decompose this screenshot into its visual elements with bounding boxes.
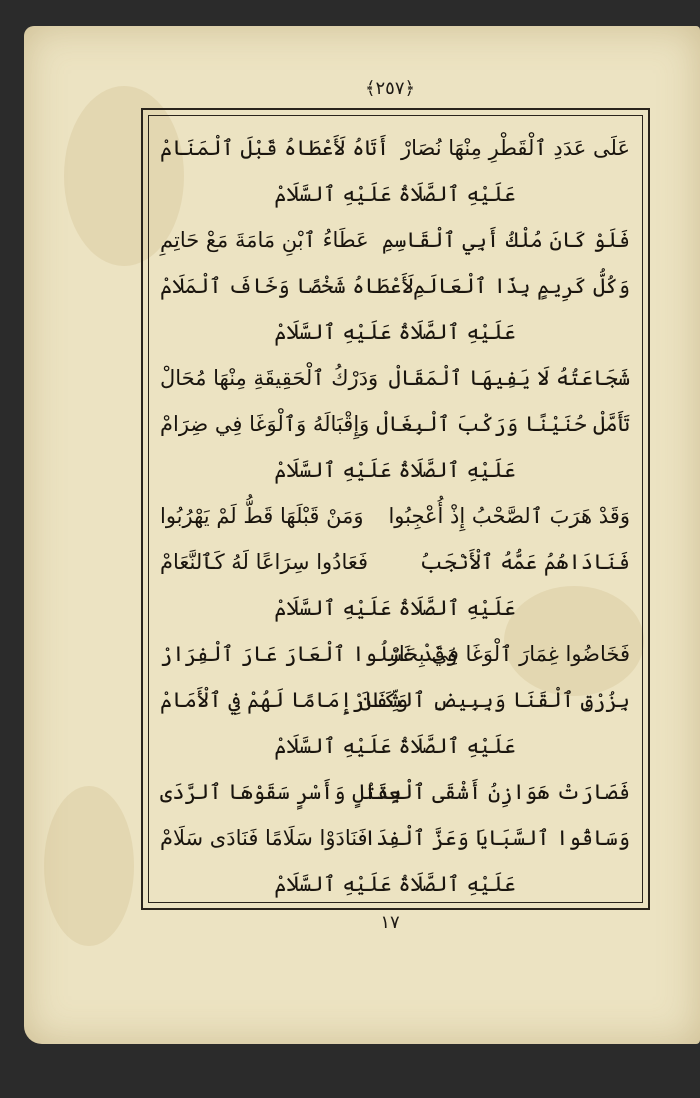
second-hemistich: لَأَعْطَاهُ شَخْصًا وَخَافَ ٱلْمَلَامْ (160, 274, 414, 298)
verse-line (160, 634, 630, 674)
second-hemistich: وَكَانَ إِمَامًا لَهُمْ فِي ٱلْأَمَامْ (160, 688, 409, 712)
first-hemistich: تَأَمَّلْ حُنَيْنًا وَرَكْبَ ٱلْبِغَالْ (376, 412, 630, 436)
refrain-line: عَلَيْهِ ٱلصَّلَاةُ عَلَيْهِ ٱلسَّلَامْ (274, 182, 516, 206)
first-hemistich: فَخَاضُوا غِمَارَ ٱلْوَغَا فِي بِحَارْ (388, 642, 630, 666)
refrain-line: عَلَيْهِ ٱلصَّلَاةُ عَلَيْهِ ٱلسَّلَامْ (274, 320, 516, 344)
verse-line (160, 358, 630, 398)
second-hemistich: وَمَنْ قَبْلَهَا قَطُّ لَمْ يَهْرُبُوا (160, 504, 364, 528)
second-hemistich: فَعَادُوا سِرَاعًا لَهُ كَٱلنَّعَامْ (160, 550, 369, 574)
first-hemistich: عَلَى عَدَدِ ٱلْقَطْرِ مِنْهَا نُصَارْ (401, 136, 630, 160)
first-hemistich: فَصَارَتْ هَوَازِنُ أَشْقَى ٱلْعِدَا (363, 780, 630, 804)
first-hemistich: فَنَادَاهُمُ عَمُّهُ ٱلْأَنْجَبُ (419, 550, 630, 574)
paper-stain (44, 786, 134, 946)
second-hemistich: فَنَادَوْا سَلَامًا فَنَادَى سَلَامْ (160, 826, 368, 850)
first-hemistich: فَلَوْ كَانَ مُلْكُ أَبِي ٱلْقَاسِمِ (381, 228, 630, 252)
verse-line (160, 128, 630, 168)
first-hemistich: شَجَاعَتُهُ لَا يَفِيهَا ٱلْمَقَالْ (388, 366, 630, 390)
first-hemistich: وَسَاقُوا ٱلسَّبَايَا وَعَزَّ ٱلْفِدَا (363, 826, 630, 850)
first-hemistich: وَقَدْ هَرَبَ ٱلصَّحْبُ إِذْ أُعْجِبُوا (388, 504, 630, 528)
verse-line (160, 404, 630, 444)
second-hemistich: عَطَاءُ ٱبْنِ مَامَةَ مَعْ حَاتِمِ (160, 228, 369, 252)
second-hemistich: أَتَاهُ لَأَعْطَاهُ قَبْلَ ٱلْمَنَامْ (160, 136, 390, 160)
verse-line (160, 496, 630, 536)
verse-line (160, 220, 630, 260)
refrain-line: عَلَيْهِ ٱلصَّلَاةُ عَلَيْهِ ٱلسَّلَامْ (274, 734, 516, 758)
refrain-line: عَلَيْهِ ٱلصَّلَاةُ عَلَيْهِ ٱلسَّلَامْ (274, 872, 516, 896)
second-hemistich: بِقَتْلٍ وَأَسْرٍ سَقَوْهَا ٱلرَّدَى (160, 780, 402, 804)
second-hemistich: وَقَدْ غَسَلُوا ٱلْعَارَ عَارَ ٱلْفِرَارْ (160, 642, 458, 666)
refrain-line: عَلَيْهِ ٱلصَّلَاةُ عَلَيْهِ ٱلسَّلَامْ (274, 596, 516, 620)
second-hemistich: وَدَرْكُ ٱلْحَقِيقَةِ مِنْهَا مُحَالْ (160, 366, 379, 390)
refrain-line: عَلَيْهِ ٱلصَّلَاةُ عَلَيْهِ ٱلسَّلَامْ (274, 458, 516, 482)
verse-line (160, 772, 630, 812)
verse-line (160, 818, 630, 858)
verse-line (160, 680, 630, 720)
first-hemistich: وَكُلُّ كَرِيمٍ بِذَا ٱلْعَالَمِ (413, 274, 630, 298)
first-hemistich: بِزُرْقِ ٱلْقَنَا وَبِبِيضِ ٱلشِّفَارْ (351, 688, 630, 712)
signature-mark: ١٧ (380, 912, 400, 933)
verse-line (160, 542, 630, 582)
page-number: ﴿٢٥٧﴾ (364, 78, 416, 99)
verse-line (160, 266, 630, 306)
second-hemistich: وَإِقْبَالَهُ وَٱلْوَغَا فِي ضِرَامْ (160, 412, 370, 436)
